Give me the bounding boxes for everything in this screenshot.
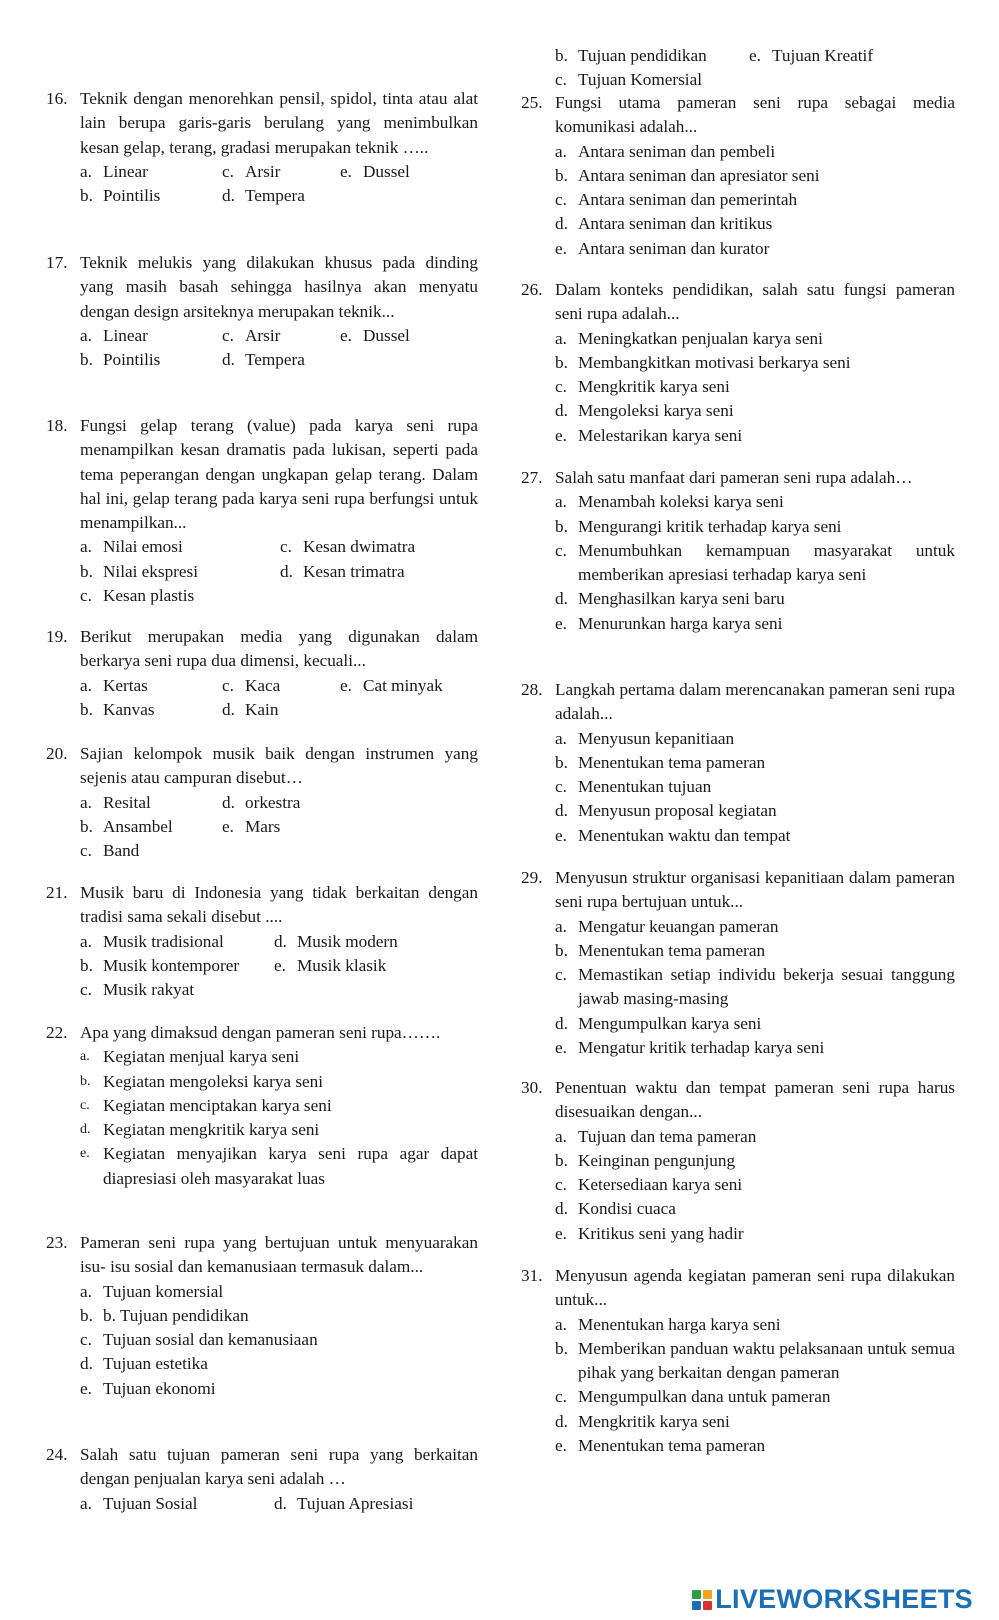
question-text: Menyusun agenda kegiatan pameran seni rupa dilakukan untuk... bbox=[555, 1266, 955, 1310]
option-e[interactable]: e. Mars bbox=[222, 816, 281, 836]
option-d[interactable]: d. Menghasilkan karya seni baru bbox=[555, 589, 785, 609]
option-a[interactable]: a. Linear bbox=[80, 325, 148, 345]
option-a[interactable]: a. Tujuan komersial bbox=[80, 1281, 224, 1301]
option-b[interactable]: b. Ansambel bbox=[80, 816, 173, 836]
liveworksheets-logo-icon bbox=[692, 1590, 712, 1610]
option-d[interactable]: d. orkestra bbox=[222, 792, 301, 812]
option-b[interactable]: b. Menentukan tema pameran bbox=[555, 752, 766, 772]
option-d[interactable]: d. Kesan trimatra bbox=[280, 561, 405, 581]
question-number: 28. bbox=[521, 680, 543, 699]
option-e[interactable]: e. Cat minyak bbox=[340, 675, 443, 695]
option-a[interactable]: a. Musik tradisional bbox=[80, 931, 224, 951]
option-d[interactable]: d. Kegiatan mengkritik karya seni bbox=[80, 1120, 320, 1140]
logo-text: LIVEWORKSHEETS bbox=[715, 1584, 973, 1614]
options bbox=[46, 1045, 478, 1191]
option-b[interactable]: b. Memberikan panduan waktu pelaksanaan untuk semua pihak yang berkaitan dengan pameran bbox=[555, 1338, 955, 1383]
question-20 bbox=[46, 742, 478, 863]
liveworksheets-logo[interactable] bbox=[692, 1584, 973, 1615]
option-a[interactable]: a. Kegiatan menjual karya seni bbox=[80, 1047, 300, 1067]
option-b[interactable]: b. Tujuan pendidikan bbox=[555, 46, 707, 65]
question-18 bbox=[46, 414, 478, 608]
option-c[interactable]: c. Menumbuhkan kemampuan masyarakat untuk memberikan apresiasi terhadap karya seni bbox=[555, 540, 955, 585]
option-a[interactable]: a. Nilai emosi bbox=[80, 537, 183, 557]
question-text: Menyusun struktur organisasi kepanitiaan dalam pameran seni rupa bertujuan untuk... bbox=[555, 868, 955, 912]
question-number: 26. bbox=[521, 280, 543, 299]
option-e[interactable]: e. Menentukan tema pameran bbox=[555, 1436, 766, 1456]
option-b[interactable]: b. Keinginan pengunjung bbox=[555, 1150, 736, 1170]
option-e[interactable]: e. Tujuan Kreatif bbox=[749, 46, 874, 65]
question-21 bbox=[46, 881, 478, 1002]
question-text: Fungsi utama pameran seni rupa sebagai media komunikasi adalah... bbox=[555, 93, 955, 137]
question-16 bbox=[46, 87, 478, 208]
question-number: 31. bbox=[521, 1266, 543, 1285]
option-b[interactable]: b. Pointilis bbox=[80, 186, 161, 206]
options bbox=[46, 674, 478, 723]
option-a[interactable]: a. Kertas bbox=[80, 675, 148, 695]
question-number: 22. bbox=[46, 1023, 68, 1042]
option-c[interactable]: c. Mengkritik karya seni bbox=[555, 377, 730, 397]
option-d[interactable]: d. Kain bbox=[222, 699, 279, 719]
option-d[interactable]: d. Tujuan Apresiasi bbox=[274, 1493, 414, 1513]
option-b[interactable]: b. b. Tujuan pendidikan bbox=[80, 1305, 249, 1325]
question-30 bbox=[521, 1076, 955, 1246]
logo-square bbox=[692, 1601, 701, 1610]
option-b[interactable]: b. Mengurangi kritik terhadap karya seni bbox=[555, 516, 842, 536]
options bbox=[46, 160, 478, 209]
option-d[interactable]: d. Menyusun proposal kegiatan bbox=[555, 801, 777, 821]
logo-square bbox=[703, 1590, 712, 1599]
question-text: Berikut merupakan media yang digunakan dalam berkarya seni rupa dua dimensi, kecuali... bbox=[80, 627, 478, 671]
option-d[interactable]: d. Mengoleksi karya seni bbox=[555, 401, 734, 421]
option-c[interactable]: c. Tujuan sosial dan kemanusiaan bbox=[80, 1330, 318, 1350]
option-a[interactable]: a. Menentukan harga karya seni bbox=[555, 1314, 781, 1334]
option-a[interactable]: a. Tujuan dan tema pameran bbox=[555, 1126, 757, 1146]
option-a[interactable]: a. Linear bbox=[80, 161, 148, 181]
question-number: 19. bbox=[46, 627, 68, 646]
option-c[interactable]: c. Ketersediaan karya seni bbox=[555, 1175, 743, 1195]
options bbox=[521, 1125, 955, 1246]
option-e[interactable]: e. Musik klasik bbox=[274, 955, 387, 975]
options bbox=[521, 327, 955, 448]
option-e[interactable]: e. Mengatur kritik terhadap karya seni bbox=[555, 1038, 825, 1058]
question-number: 30. bbox=[521, 1078, 543, 1097]
option-c[interactable]: c. Arsir bbox=[222, 161, 281, 181]
question-text: Dalam konteks pendidikan, salah satu fungsi pameran seni rupa adalah... bbox=[555, 280, 955, 324]
option-b[interactable]: b. Membangkitkan motivasi berkarya seni bbox=[555, 352, 851, 372]
question-number: 20. bbox=[46, 744, 68, 763]
options bbox=[46, 1280, 478, 1401]
question-number: 17. bbox=[46, 253, 68, 272]
options bbox=[521, 140, 955, 261]
option-e[interactable]: e. Antara seniman dan kurator bbox=[555, 238, 770, 258]
question-number: 21. bbox=[46, 883, 68, 902]
option-d[interactable]: d. Musik modern bbox=[274, 931, 398, 951]
option-c[interactable]: c. Kegiatan menciptakan karya seni bbox=[80, 1095, 332, 1115]
question-27 bbox=[521, 466, 955, 636]
option-a[interactable]: a. Menambah koleksi karya seni bbox=[555, 492, 784, 512]
question-19 bbox=[46, 625, 478, 722]
options bbox=[521, 490, 955, 636]
option-e[interactable]: e. Kritikus seni yang hadir bbox=[555, 1223, 744, 1243]
option-e[interactable]: e. Menentukan waktu dan tempat bbox=[555, 825, 791, 845]
option-b[interactable]: b. Kegiatan mengoleksi karya seni bbox=[80, 1071, 324, 1091]
question-26 bbox=[521, 278, 955, 448]
option-c-2[interactable]: c. Kesan plastis bbox=[80, 586, 195, 606]
question-17 bbox=[46, 251, 478, 372]
option-d[interactable]: d. Kondisi cuaca bbox=[555, 1199, 676, 1219]
options bbox=[521, 44, 955, 93]
option-c[interactable]: c. Memastikan setiap individu bekerja sesuai tanggung jawab masing-masing bbox=[555, 965, 955, 1009]
option-d[interactable]: d. Mengkritik karya seni bbox=[555, 1411, 730, 1431]
option-e[interactable]: e. Dussel bbox=[340, 161, 410, 181]
option-c[interactable]: c. Kesan dwimatra bbox=[280, 537, 416, 557]
question-24 bbox=[46, 1443, 478, 1516]
option-c[interactable]: c. Antara seniman dan pemerintah bbox=[555, 190, 798, 210]
option-c[interactable]: c. Mengumpulkan dana untuk pameran bbox=[555, 1387, 831, 1407]
question-number: 29. bbox=[521, 868, 543, 887]
option-a[interactable]: a. Menyusun kepanitiaan bbox=[555, 728, 735, 748]
logo-square bbox=[703, 1601, 712, 1610]
option-a[interactable]: a. Tujuan Sosial bbox=[80, 1493, 198, 1513]
option-b[interactable]: b. Pointilis bbox=[80, 350, 161, 370]
question-text: Salah satu manfaat dari pameran seni rupa adalah… bbox=[555, 468, 913, 487]
option-b[interactable]: b. Kanvas bbox=[80, 699, 155, 719]
option-a[interactable]: a. Mengatur keuangan pameran bbox=[555, 916, 779, 936]
options bbox=[521, 727, 955, 848]
question-text: Penentuan waktu dan tempat pameran seni rupa harus disesuaikan dengan... bbox=[555, 1078, 955, 1122]
option-b[interactable]: b. Antara seniman dan apresiator seni bbox=[555, 165, 820, 185]
question-28 bbox=[521, 678, 955, 848]
options bbox=[46, 930, 478, 1003]
option-d[interactable]: d. Tempera bbox=[222, 350, 305, 370]
option-a[interactable]: a. Resital bbox=[80, 792, 151, 812]
option-d[interactable]: d. Tempera bbox=[222, 186, 305, 206]
question-number: 23. bbox=[46, 1233, 68, 1252]
option-c[interactable]: c. Menentukan tujuan bbox=[555, 777, 712, 797]
option-d[interactable]: d. Tujuan estetika bbox=[80, 1354, 208, 1374]
question-text: Salah satu tujuan pameran seni rupa yang berkaitan dengan penjualan karya seni adalah … bbox=[80, 1445, 478, 1489]
option-d[interactable]: d. Mengumpulkan karya seni bbox=[555, 1013, 762, 1033]
option-e[interactable]: e. Dussel bbox=[340, 325, 410, 345]
logo-square bbox=[692, 1590, 701, 1599]
question-29 bbox=[521, 866, 955, 1060]
question-number: 16. bbox=[46, 89, 68, 108]
question-22 bbox=[46, 1021, 478, 1191]
option-c[interactable]: c. Kaca bbox=[222, 675, 281, 695]
option-e[interactable]: e. Menurunkan harga karya seni bbox=[555, 613, 783, 633]
option-e[interactable]: e. Kegiatan menyajikan karya seni rupa agar dapat diapresiasi oleh masyarakat luas bbox=[80, 1144, 478, 1188]
option-b[interactable]: b. Musik kontemporer bbox=[80, 955, 240, 975]
question-24-continued bbox=[521, 44, 955, 93]
question-text: Musik baru di Indonesia yang tidak berkaitan dengan tradisi sama sekali disebut .... bbox=[80, 883, 478, 927]
option-c[interactable]: c. Tujuan Komersial bbox=[555, 70, 702, 90]
question-text: Langkah pertama dalam merencanakan pameran seni rupa adalah... bbox=[555, 680, 955, 724]
question-text: Teknik dengan menorehkan pensil, spidol, tinta atau alat lain berupa garis-garis berulang yang menimbulkan kesan gelap, terang, gradasi merupakan teknik ….. bbox=[80, 89, 478, 157]
option-a[interactable]: a. Antara seniman dan pembeli bbox=[555, 141, 776, 161]
option-e[interactable]: e. Tujuan ekonomi bbox=[80, 1378, 216, 1398]
question-text: Pameran seni rupa yang bertujuan untuk menyuarakan isu- isu sosial dan kemanusiaan termasuk dalam... bbox=[80, 1233, 478, 1277]
option-b[interactable]: b. Nilai ekspresi bbox=[80, 561, 198, 581]
question-number: 27. bbox=[521, 468, 543, 487]
options bbox=[46, 535, 478, 608]
options bbox=[46, 791, 478, 864]
option-c[interactable]: c. Band bbox=[80, 841, 140, 861]
question-31 bbox=[521, 1264, 955, 1458]
option-c[interactable]: c. Arsir bbox=[222, 325, 281, 345]
question-23 bbox=[46, 1231, 478, 1401]
question-number: 24. bbox=[46, 1445, 68, 1464]
question-number: 18. bbox=[46, 416, 68, 435]
option-c[interactable]: c. Musik rakyat bbox=[80, 980, 195, 1000]
question-text: Sajian kelompok musik baik dengan instrumen yang sejenis atau campuran disebut… bbox=[80, 744, 478, 788]
question-text: Teknik melukis yang dilakukan khusus pada dinding yang masih basah sehingga hasilnya akan menyatu dengan design arsiteknya merupakan teknik... bbox=[80, 253, 478, 321]
options bbox=[46, 1492, 478, 1516]
question-number: 25. bbox=[521, 93, 543, 112]
question-text: Apa yang dimaksud dengan pameran seni rupa……. bbox=[80, 1023, 441, 1042]
option-a[interactable]: a. Meningkatkan penjualan karya seni bbox=[555, 328, 823, 348]
options bbox=[46, 324, 478, 373]
question-25 bbox=[521, 91, 955, 261]
option-e[interactable]: e. Melestarikan karya seni bbox=[555, 425, 743, 445]
option-b[interactable]: b. Menentukan tema pameran bbox=[555, 940, 766, 960]
options bbox=[521, 1313, 955, 1459]
question-text: Fungsi gelap terang (value) pada karya seni rupa menampilkan kesan dramatis pada lukisan, seperti pada tema peperangan dengan ungkapan gelap terang. Dalam hal ini, gelap terang pada karya seni rupa berfungsi untuk menampilkan... bbox=[80, 416, 478, 533]
option-d[interactable]: d. Antara seniman dan kritikus bbox=[555, 214, 773, 234]
options bbox=[521, 915, 955, 1061]
